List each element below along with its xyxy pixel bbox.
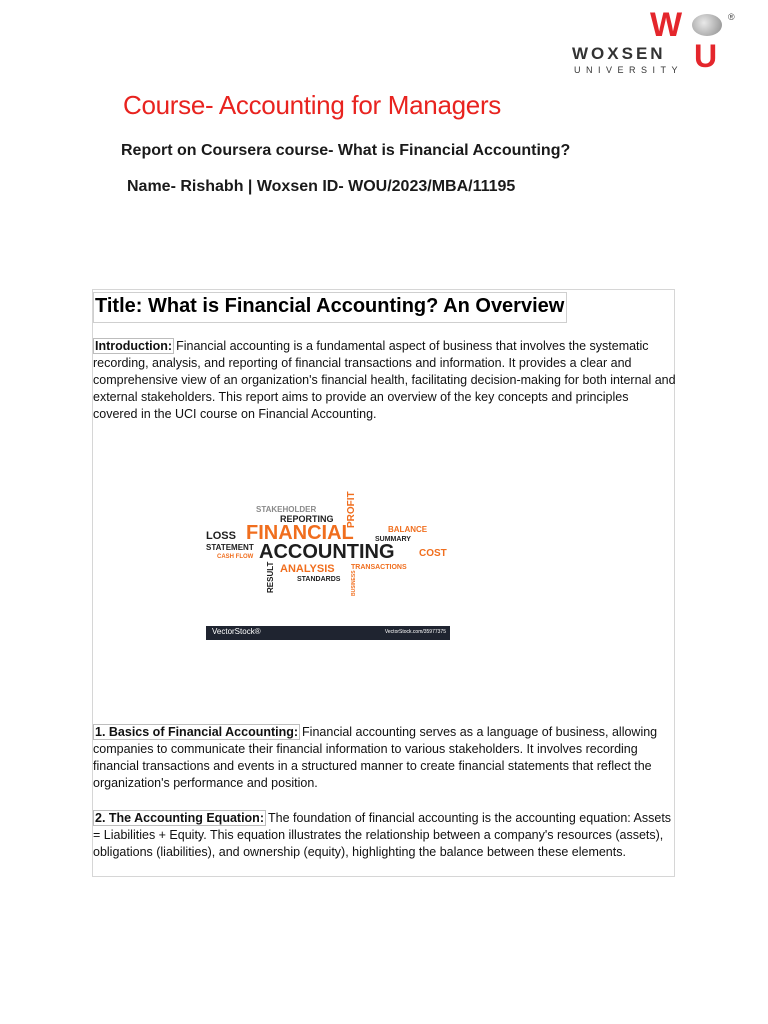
basics-text: Financial accounting serves as a language of business, allowing companies to communicate their financial information to various stakeholders. It involves recording financial transactions and events in a structured manner to create financial statements that reflect the organization's performance and position. [93,725,658,790]
document-title: Title: What is Financial Accounting? An Overview [93,292,567,323]
report-content [92,289,675,877]
watermark-brand: VectorStock® [212,627,261,636]
word-summary: SUMMARY [375,536,411,543]
globe-icon [692,14,722,36]
word-business: BUSINESS [351,570,357,596]
equation-paragraph [93,810,676,861]
image-watermark-bar [206,626,450,640]
word-stakeholder: STAKEHOLDER [256,505,317,514]
watermark-id: VectorStock.com/35977375 [384,629,446,635]
intro-paragraph [93,338,676,423]
equation-text: The foundation of financial accounting is the accounting equation: Assets = Liabilities + Equity. This equation illustrates the relationship between a company's resources (assets), obligations (liabilities), and ownership (equity), highlighting the balance between these elements. [93,811,672,859]
word-statement: STATEMENT [206,543,254,552]
logo-name: WOXSEN [572,44,666,63]
word-accounting: ACCOUNTING [259,541,395,563]
word-standards: STANDARDS [297,576,341,583]
registered-mark: ® [728,12,735,22]
word-analysis: ANALYSIS [280,563,335,575]
logo-mark-u: U [694,38,718,74]
course-title: Course- Accounting for Managers [123,90,502,120]
intro-label: Introduction: [95,339,173,353]
word-reporting: REPORTING [280,514,334,524]
intro-text: Financial accounting is a fundamental aspect of business that involves the systematic recording, analysis, and reporting of financial transactions and information. It provides a clear and comprehensive view of an organization's financial health, facilitating decision-making for both internal and external stakeholders. This report aims to provide an overview of the key concepts and principles covered in the UCI course on Financial Accounting. [93,339,676,421]
word-transactions: TRANSACTIONS [351,564,407,571]
word-profit: PROFIT [346,491,357,528]
word-financial: FINANCIAL [246,522,354,544]
logo-subtitle: UNIVERSITY [574,65,684,75]
equation-label: 2. The Accounting Equation: [95,811,264,825]
student-name-line: Name- Rishabh | Woxsen ID- WOU/2023/MBA/11195 [127,178,516,195]
basics-paragraph [93,724,676,792]
logo-mark-w: W [650,6,683,44]
word-balance: BALANCE [388,525,428,534]
financial-accounting-word-cloud [206,480,452,640]
word-cost: COST [419,548,447,559]
word-result: RESULT [266,561,275,593]
word-cash-flow: CASH FLOW [217,554,254,560]
basics-label: 1. Basics of Financial Accounting: [95,725,299,739]
report-subtitle: Report on Coursera course- What is Financial Accounting? [121,142,571,159]
word-loss: LOSS [206,530,236,542]
university-logo [570,6,750,76]
